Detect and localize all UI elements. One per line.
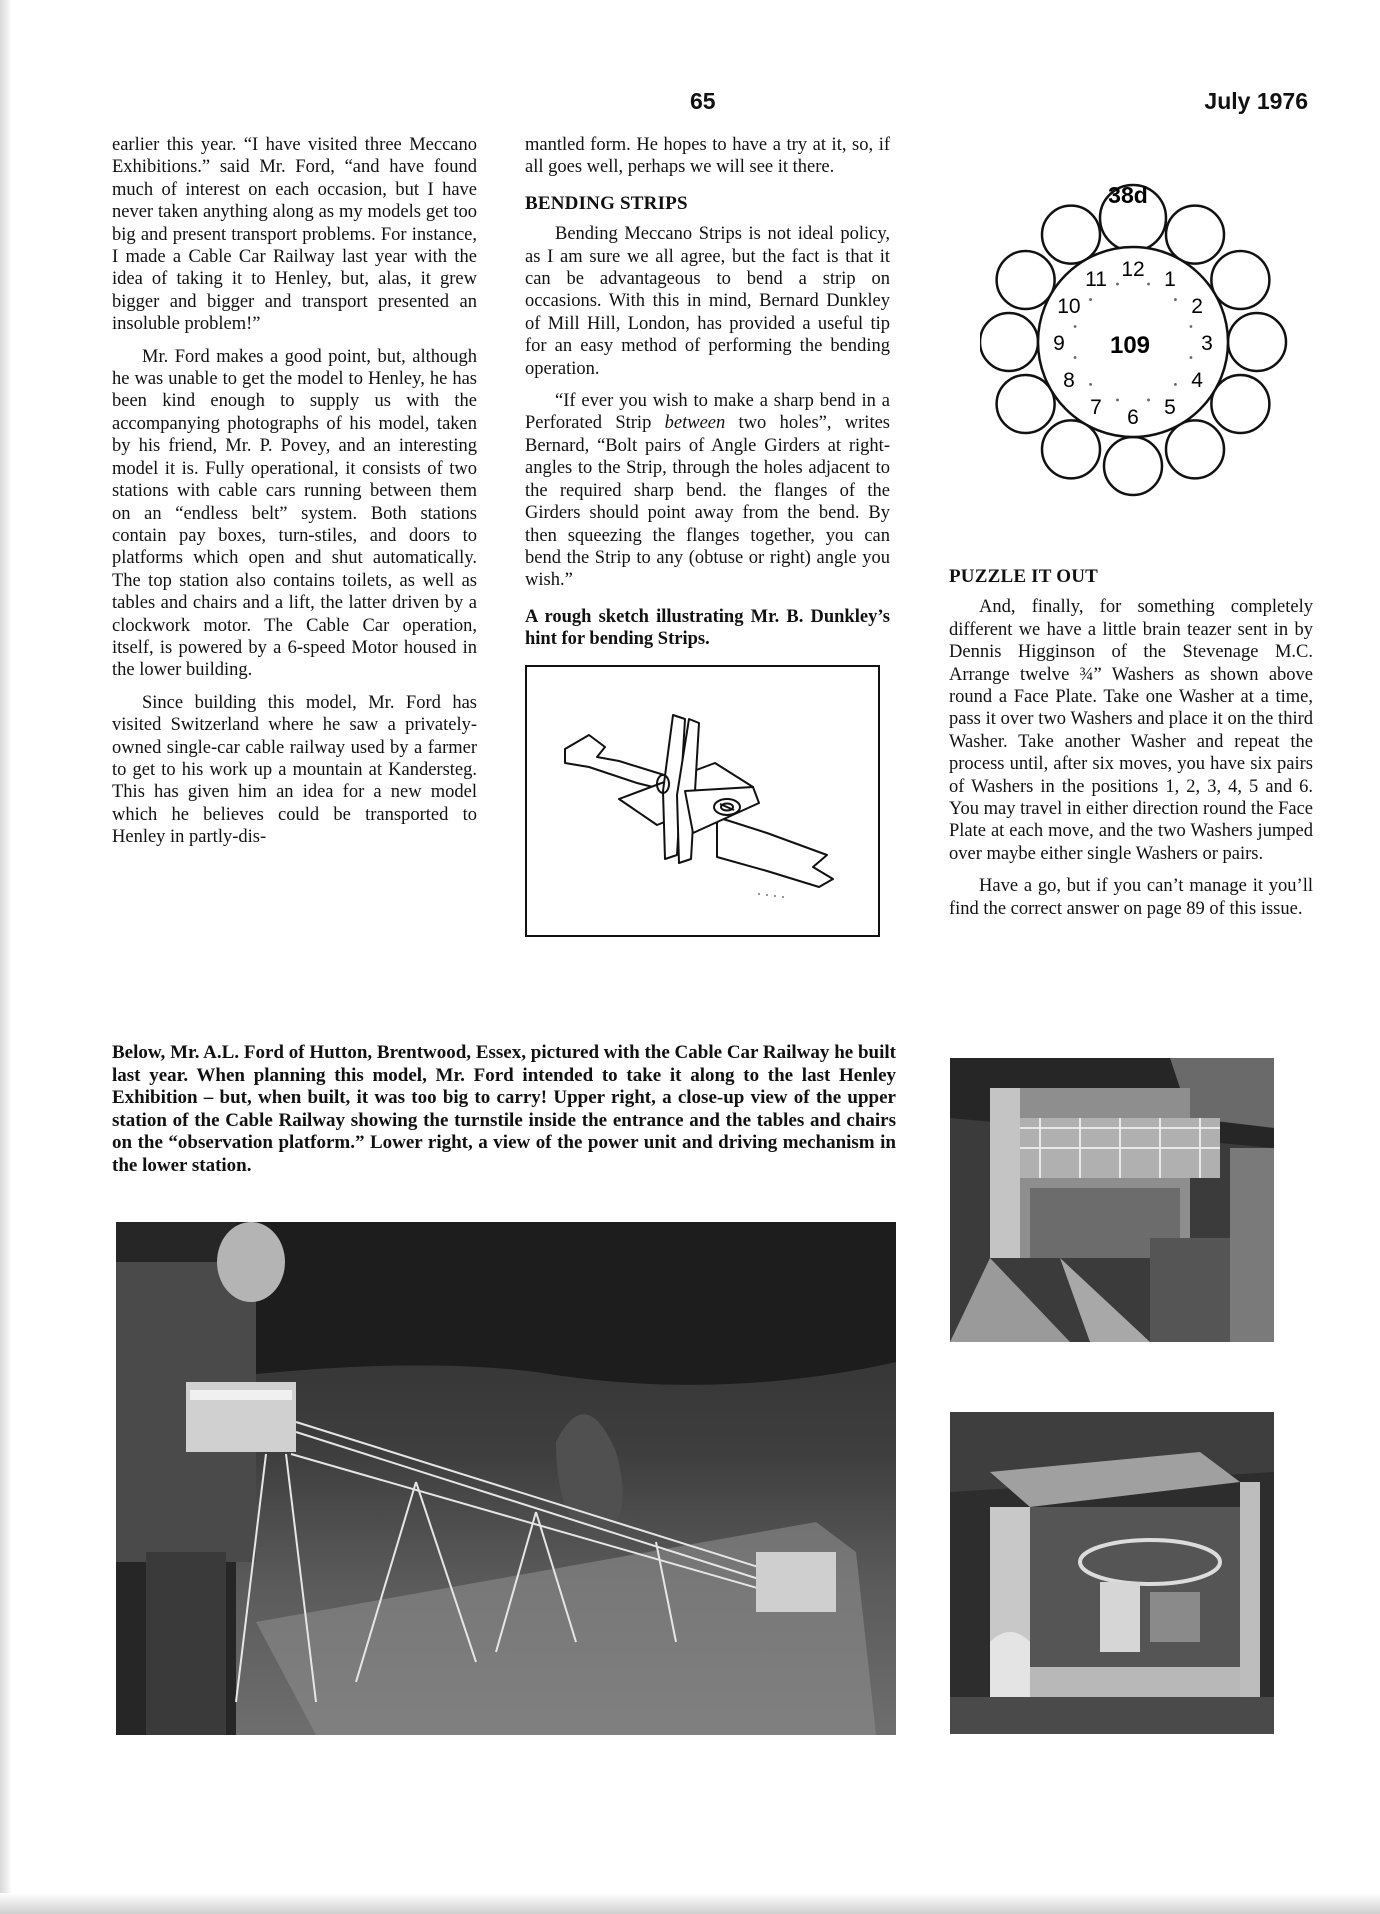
article-column-1 — [112, 134, 477, 859]
washer-circle — [1042, 206, 1100, 264]
photo-upper-station-image — [950, 1058, 1274, 1342]
dial-center-number: 109 — [1109, 332, 1151, 359]
washer-circle — [980, 313, 1038, 371]
dial-dot — [1116, 283, 1119, 286]
article-paragraph: Since building this model, Mr. Ford has visited Switzerland where he saw a privately-owned single-car cable railway used by a farmer to get to his work up a mountain at Kandersteg. This has given him an idea for a new model which he believes could be transported to Henley in partly-dis- — [112, 692, 477, 848]
puzzle-paragraph: And, finally, for something completely different we have a little brain teazer sent in by Dennis Higginson of the Stevenage M.C. Arrange twelve ¾” Washers as shown above round a Face Plate. Take one Washer at a time, pass it over two Washers and place it on the third Washer. Take another Washer and repeat the process until, after six moves, you have six pairs of Washers in the positions 1, 2, 3, 4, 5 and 6. You may travel in either direction round the Face Plate at each move, and the two Washers jumped over maybe either single Washers or pairs. — [949, 597, 1313, 864]
dial-hour-number: 9 — [1053, 332, 1065, 355]
dial-hour-number: 1 — [1164, 267, 1176, 291]
article-paragraph: earlier this year. “I have visited three Meccano Exhibitions.” said Mr. Ford, “and have found much of interest on each occasion, but I have never taken anything along as my models get too big and present transport problems. For instance, I made a Cable Car Railway last year with the idea of taking it to Henley, but, alas, it grew bigger and bigger and transport presented an insoluble problem!” — [112, 135, 477, 335]
face-plate-washer-diagram — [980, 173, 1290, 513]
photo-power-unit — [950, 1412, 1274, 1734]
dial-hour-number: 10 — [1057, 295, 1081, 318]
quote-end: two holes”, writes Bernard, “Bolt pairs of Angle Girders at right-angles to the Strip, through the holes adjacent to the required sharp bend. the flanges of the Girders should point away from the bend. By then squeezing the flanges together, you can bend the Strip to any (obtuse or right) angle you wish.” — [525, 413, 890, 591]
dial-dot — [1074, 356, 1077, 359]
bending-strips-heading: BENDING STRIPS — [525, 192, 688, 214]
washer-circle — [1211, 375, 1269, 433]
bending-strip-sketch — [525, 665, 880, 937]
dial-dot — [1147, 399, 1150, 402]
dial-hour-number: 6 — [1127, 406, 1139, 429]
washer-circle — [1211, 251, 1269, 309]
article-paragraph: Mr. Ford makes a good point, but, although he was unable to get the model to Henley, he has been kind enough to supply us with the accompanying photographs of his model, taken by his friend, Mr. P. Povey, and an interesting model it is. Fully operational, it consists of two stations with cable cars running between them on an “endless belt” system. Both stations contain pay boxes, turn-stiles, and doors to platforms which open and shut automatically. The top station also contains toilets, as well as tables and chairs and a lift, the latter driven by a clockwork motor. The Cable Car operation, itself, is powered by a 6-speed Motor housed in the lower building. — [112, 346, 477, 681]
quote-emphasis: between — [664, 413, 726, 434]
photo-caption: Below, Mr. A.L. Ford of Hutton, Brentwood, Essex, pictured with the Cable Car Railway he built last year. When planning this model, Mr. Ford intended to take it along to the last Henley Exhibition – but, when built, it was too big to carry! Upper right, a close-up view of the upper station of the Cable Railway showing the turnstile inside the entrance and the tables and chairs on the “observation platform.” Lower right, a view of the power unit and driving mechanism in the lower station. — [112, 1042, 896, 1176]
washer-circle — [1042, 420, 1100, 478]
sketch-caption: A rough sketch illustrating Mr. B. Dunkley’s hint for bending Strips. — [525, 606, 890, 650]
article-column-2 — [525, 134, 890, 937]
dial-top-label: 38d — [1108, 182, 1148, 208]
dial-drawing — [980, 173, 1290, 513]
dial-hour-number: 2 — [1191, 295, 1203, 318]
dial-dot — [1089, 383, 1092, 386]
photo-cable-car-railway — [116, 1222, 896, 1735]
article-continuation: mantled form. He hopes to have a try at it, so, if all goes well, perhaps we will see it there. — [525, 135, 890, 178]
washer-circle — [1228, 313, 1286, 371]
scan-edge-shadow — [0, 0, 12, 1914]
dial-dot — [1147, 283, 1150, 286]
dial-hour-number: 5 — [1164, 396, 1176, 420]
dial-hour-number: 12 — [1121, 258, 1145, 281]
photo-power-unit-image — [950, 1412, 1274, 1734]
dial-dot — [1074, 325, 1077, 328]
dial-dot — [1190, 356, 1193, 359]
quote-start: “If ever you wish to make a sharp bend in a Perforated Strip — [525, 391, 890, 434]
washer-circle — [1104, 437, 1162, 495]
bending-strips-quote — [525, 390, 890, 592]
dial-hour-number: 3 — [1201, 332, 1213, 355]
dial-dot — [1190, 325, 1193, 328]
dial-hour-number: 8 — [1063, 369, 1075, 392]
puzzle-heading: PUZZLE IT OUT — [949, 566, 1099, 587]
sketch-drawing — [527, 667, 878, 935]
dial-hour-number: 4 — [1191, 369, 1203, 392]
dial-hour-number: 11 — [1085, 267, 1107, 291]
washer-circle — [1166, 420, 1224, 478]
scan-bottom-shadow — [0, 1893, 1380, 1914]
dial-dot — [1174, 298, 1177, 301]
dial-dot — [1174, 383, 1177, 386]
washer-circle — [997, 375, 1055, 433]
dial-dot — [1089, 298, 1092, 301]
washer-circle — [1166, 206, 1224, 264]
puzzle-answer-note: Have a go, but if you can’t manage it you’ll find the correct answer on page 89 of this issue. — [949, 876, 1313, 919]
dial-hour-number: 7 — [1090, 396, 1102, 420]
photo-upper-station — [950, 1058, 1274, 1342]
dial-dot — [1116, 399, 1119, 402]
washer-circle — [997, 251, 1055, 309]
page-number: 65 — [690, 88, 716, 114]
puzzle-column — [949, 552, 1313, 930]
bending-strips-paragraph: Bending Meccano Strips is not ideal policy, as I am sure we all agree, but the fact is that it can be advantageous to bend a strip on occasions. With this in mind, Bernard Dunkley of Mill Hill, London, has provided a useful tip for an easy method of performing the bending operation. — [525, 224, 890, 379]
photo-cable-car-railway-image — [116, 1222, 896, 1735]
issue-date: July 1976 — [1204, 88, 1308, 114]
